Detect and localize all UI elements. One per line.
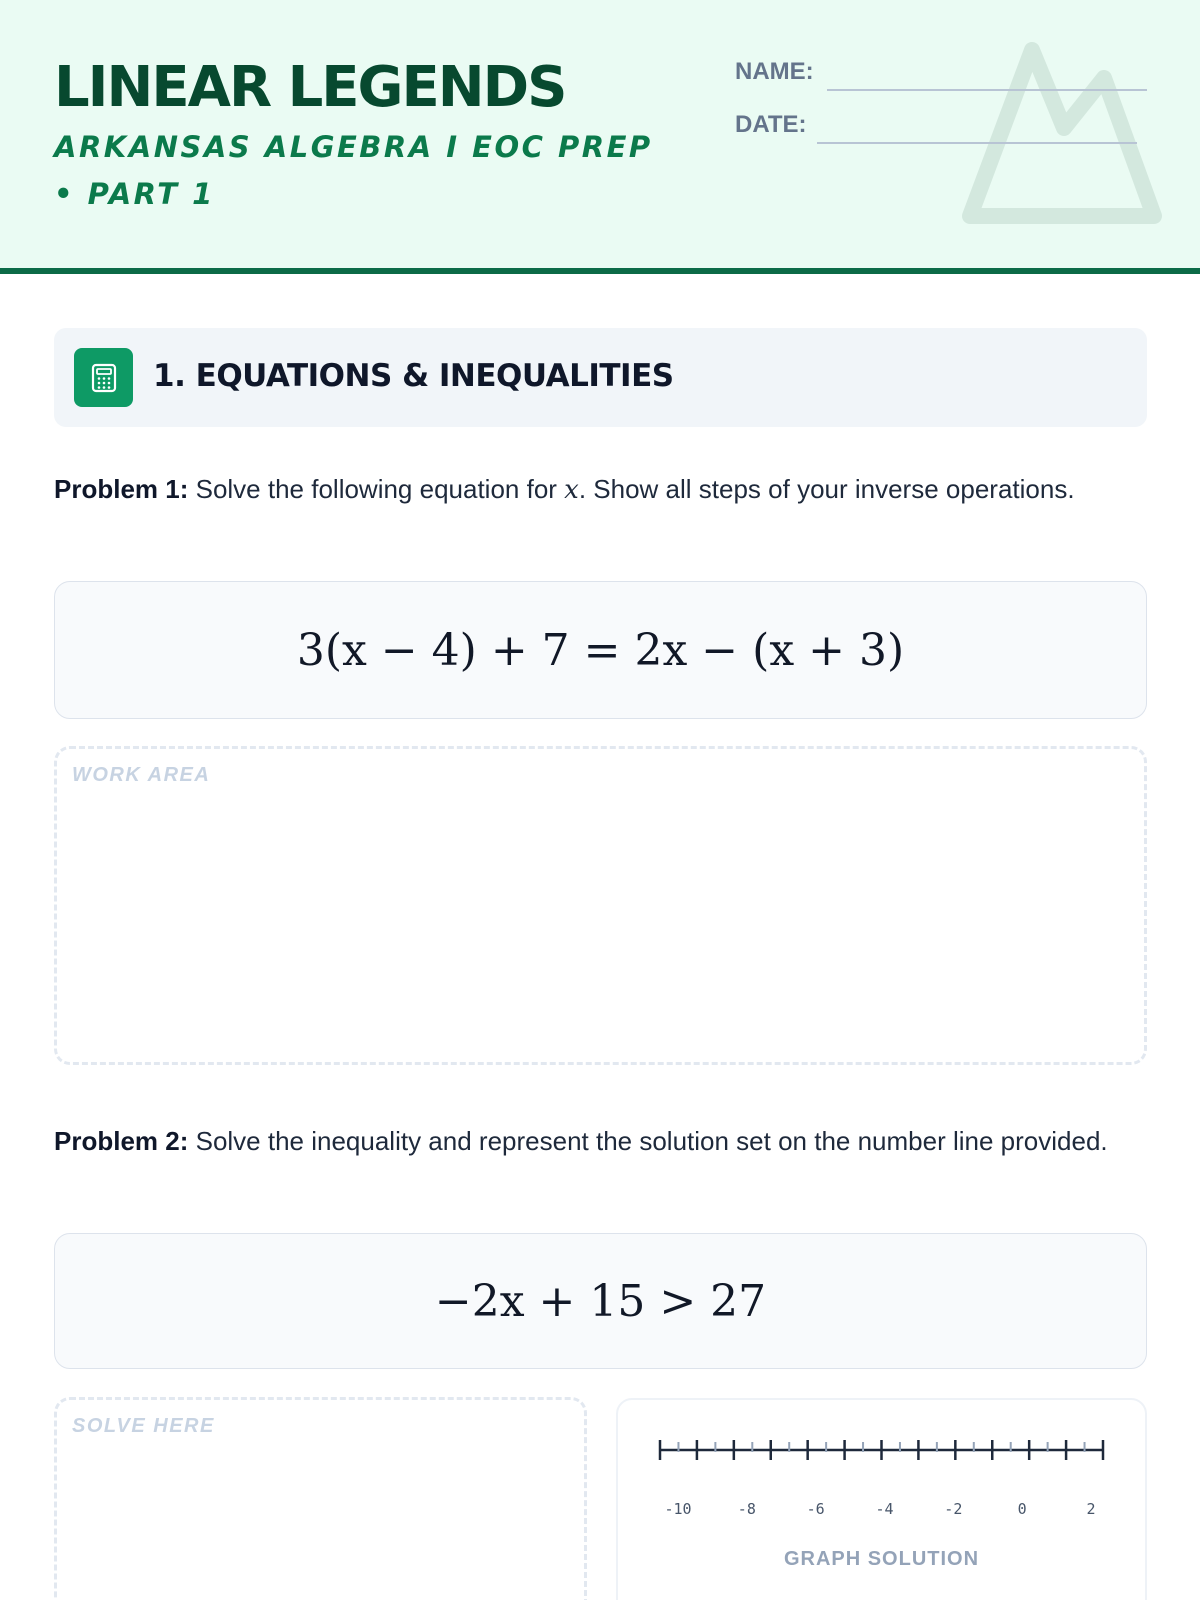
number-line-label: -8	[737, 1500, 756, 1518]
section-title: 1. EQUATIONS & INEQUALITIES	[153, 358, 674, 394]
graph-solution-caption: GRAPH SOLUTION	[783, 1548, 980, 1570]
problem-2-inequality-text: −2x + 15 > 27	[434, 1275, 767, 1327]
problem-1-text-before: Solve the following equation for	[188, 474, 565, 504]
name-line[interactable]	[827, 89, 1147, 91]
number-line-label: -10	[664, 1500, 692, 1518]
worksheet-title: LINEAR LEGENDS	[54, 55, 566, 120]
name-label: NAME:	[735, 58, 814, 85]
date-line[interactable]	[817, 142, 1137, 144]
problem-1-work-area[interactable]	[54, 746, 1147, 1065]
date-label: DATE:	[735, 111, 807, 138]
number-line[interactable]	[618, 1400, 1145, 1530]
number-line-label: 0	[1017, 1500, 1027, 1518]
number-line-label: -4	[875, 1500, 894, 1518]
work-area-label: WORK AREA	[72, 764, 211, 786]
date-field[interactable]	[735, 111, 1137, 151]
section-header	[54, 328, 1147, 427]
problem-1-variable: x	[564, 475, 579, 505]
worksheet-header	[0, 0, 1200, 274]
problem-1-text-after: . Show all steps of your inverse operations.	[578, 474, 1075, 504]
problem-2-prompt	[54, 1119, 1144, 1163]
problem-1-equation	[54, 581, 1147, 719]
problem-1-label: Problem 1:	[54, 474, 189, 504]
name-field[interactable]	[735, 58, 1147, 98]
solve-here-label: SOLVE HERE	[72, 1415, 215, 1437]
number-line-label: 2	[1086, 1500, 1096, 1518]
number-line-label: -2	[944, 1500, 963, 1518]
calculator-icon	[74, 348, 133, 407]
problem-1-equation-text: 3(x − 4) + 7 = 2x − (x + 3)	[296, 624, 905, 676]
number-line-card	[616, 1398, 1147, 1600]
problem-1-prompt	[54, 467, 1144, 512]
problem-2-text: Solve the inequality and represent the solution set on the number line provided.	[188, 1126, 1108, 1156]
number-line-label: -6	[806, 1500, 825, 1518]
problem-2-solve-area[interactable]	[54, 1397, 587, 1600]
problem-2-inequality	[54, 1233, 1147, 1369]
problem-2-label: Problem 2:	[54, 1126, 189, 1156]
worksheet-subtitle: ARKANSAS ALGEBRA I EOC PREP • PART 1	[54, 130, 653, 211]
